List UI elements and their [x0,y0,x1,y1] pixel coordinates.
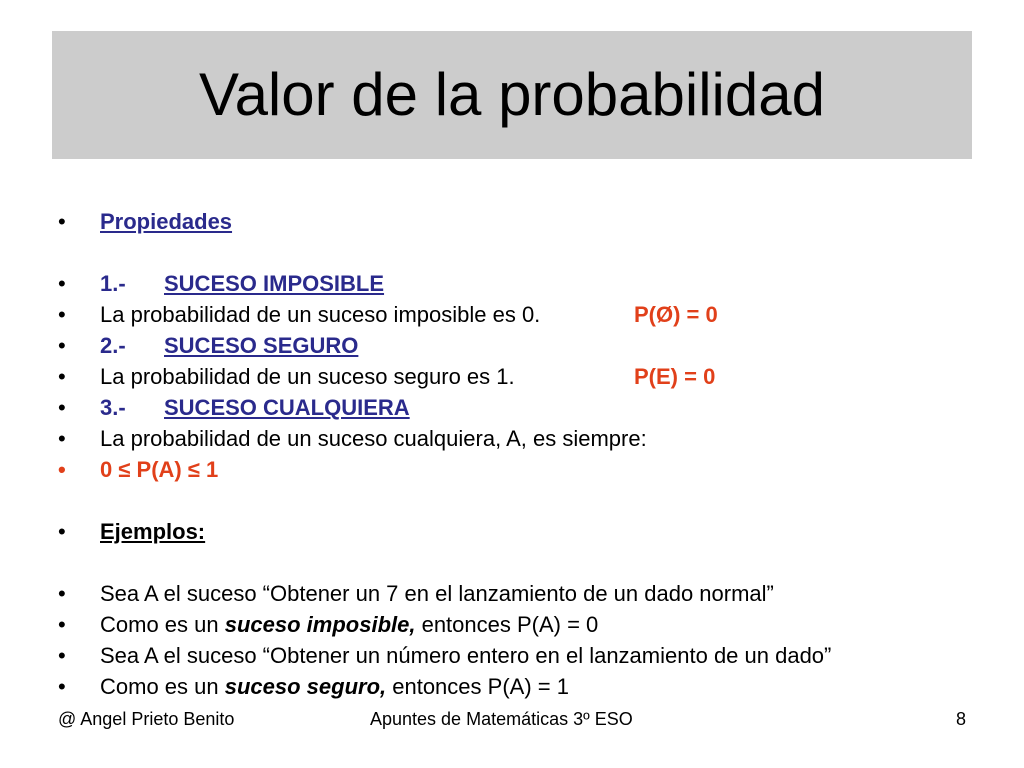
property-1-heading: 1.- SUCESO IMPOSIBLE [100,271,385,296]
example-3-text: Sea A el suceso “Obtener un número entero en el lanzamiento de un dado” [100,643,832,668]
list-item [58,578,988,609]
list-item [58,609,988,640]
property-2-formula: P(E) = 0 [634,364,716,389]
propiedades-heading: Propiedades [100,209,233,234]
list-item [58,361,988,392]
bullet: • [58,426,66,451]
title-bar [52,31,972,159]
example-2-text: Como es un suceso imposible, entonces P(A) = 0 [100,612,599,637]
property-2-text: La probabilidad de un suceso seguro es 1. [100,364,515,389]
spacer [58,547,988,578]
list-item [58,640,988,671]
bullet: • [58,209,66,234]
list-item [58,268,988,299]
bullet: • [58,581,66,606]
slide-content [58,206,988,702]
ejemplos-heading: Ejemplos: [100,519,206,544]
bullet: • [58,364,66,389]
spacer [58,237,988,268]
slide-footer [58,706,966,732]
property-1-formula: P(Ø) = 0 [634,302,718,327]
list-item [58,299,988,330]
bullet: • [58,333,66,358]
spacer [58,485,988,516]
footer-page-number: 8 [955,709,966,729]
bullet: • [58,674,66,699]
bullet: • [58,643,66,668]
example-1-text: Sea A el suceso “Obtener un 7 en el lanzamiento de un dado normal” [100,581,774,606]
footer-author: @ Angel Prieto Benito [58,709,235,729]
bullet: • [58,395,66,420]
property-2-heading: 2.- SUCESO SEGURO [100,333,359,358]
list-item [58,454,988,485]
slide-title: Valor de la probabilidad [199,61,825,128]
property-3-heading: 3.- SUCESO CUALQUIERA [100,395,410,420]
bullet: • [58,271,66,296]
property-1-text: La probabilidad de un suceso imposible es 0. [100,302,541,327]
footer-course: Apuntes de Matemáticas 3º ESO [370,709,633,729]
property-3-formula: 0 ≤ P(A) ≤ 1 [100,457,219,482]
bullet: • [58,457,66,482]
list-item [58,330,988,361]
list-item [58,671,988,702]
list-item [58,423,988,454]
example-4-text: Como es un suceso seguro, entonces P(A) = 1 [100,674,569,699]
bullet: • [58,519,66,544]
list-item [58,206,988,237]
list-item [58,392,988,423]
list-item [58,516,988,547]
bullet: • [58,612,66,637]
property-3-text: La probabilidad de un suceso cualquiera, A, es siempre: [100,426,647,451]
bullet: • [58,302,66,327]
